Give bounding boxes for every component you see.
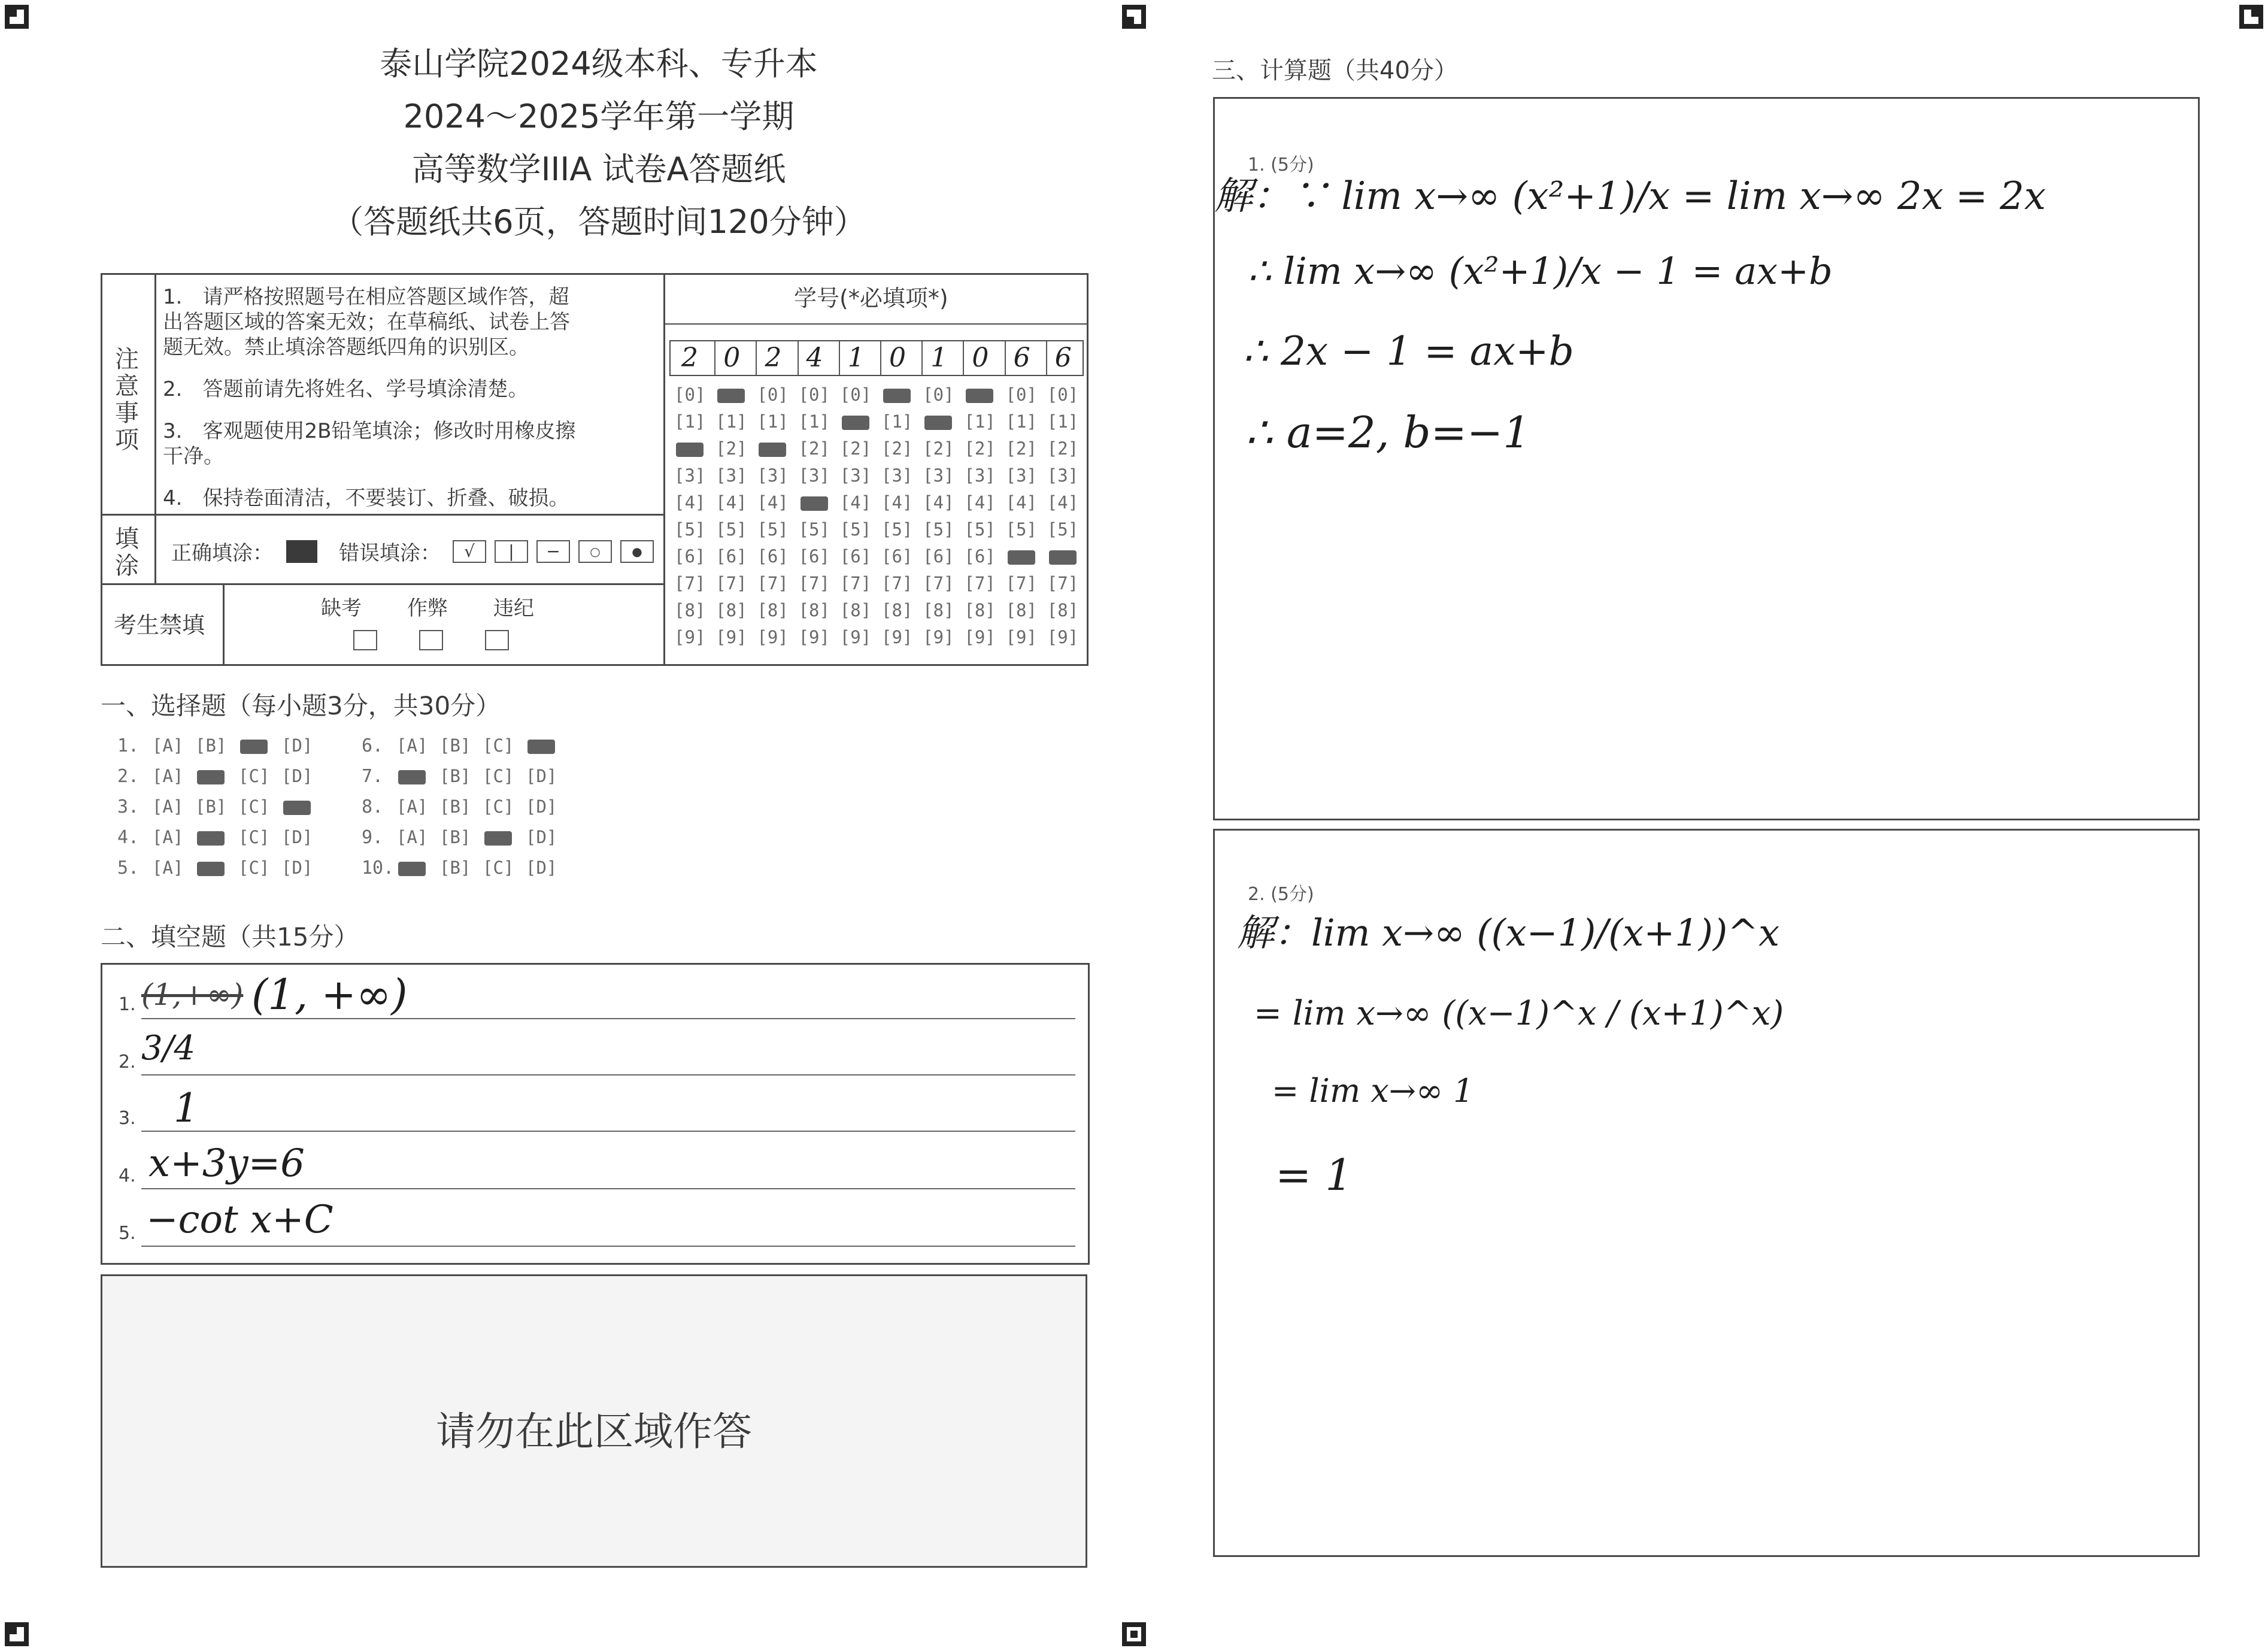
- mc-question-number: 6.: [362, 735, 384, 756]
- student-id-bubble[interactable]: [3]: [1047, 465, 1079, 486]
- mc-option-bubble[interactable]: [B]: [439, 735, 471, 756]
- student-id-bubble[interactable]: [3]: [839, 465, 872, 486]
- notice-item: 1. 请严格按照题号在相应答题区域作答，超: [163, 285, 569, 309]
- calc-q2-line: 解：lim x→∞ ((x−1)/(x+1))^x: [1237, 911, 1780, 955]
- student-id-bubble[interactable]: [5]: [1047, 519, 1079, 540]
- student-id-bubble[interactable]: [8]: [1047, 600, 1079, 620]
- student-id-bubble[interactable]: [4]: [757, 492, 789, 513]
- student-id-bubble[interactable]: [674, 438, 705, 459]
- divider: [101, 583, 663, 585]
- mc-option-bubble[interactable]: [B]: [195, 735, 227, 756]
- student-id-bubble[interactable]: [881, 384, 912, 405]
- student-id-bubble[interactable]: [1]: [881, 411, 913, 432]
- student-id-bubble[interactable]: [8]: [674, 600, 706, 620]
- mc-option-bubble[interactable]: [C]: [483, 796, 514, 817]
- notice-item: 出答题区域的答案无效；在草稿纸、试卷上答: [163, 310, 570, 334]
- student-id-bubble[interactable]: [4]: [964, 492, 996, 513]
- no-answer-text: 请勿在此区域作答: [436, 1408, 752, 1455]
- student-id-bubble[interactable]: [7]: [964, 573, 996, 593]
- student-id-bubble[interactable]: [3]: [757, 465, 789, 486]
- student-id-bubble[interactable]: [4]: [1047, 492, 1079, 513]
- student-id-bubble[interactable]: [0]: [839, 384, 872, 405]
- student-id-bubble[interactable]: [7]: [757, 573, 789, 593]
- student-id-bubble[interactable]: [9]: [1005, 627, 1037, 647]
- student-id-bubble[interactable]: [5]: [798, 519, 830, 540]
- mc-option-bubble[interactable]: [A]: [152, 735, 184, 756]
- mc-option-bubble[interactable]: [D]: [281, 858, 313, 878]
- mc-option-bubble[interactable]: [B]: [439, 796, 471, 817]
- mc-question-number: 5.: [117, 858, 140, 878]
- student-id-bubble[interactable]: [0]: [674, 384, 706, 405]
- mc-question-number: 1.: [117, 735, 140, 756]
- student-id-bubble[interactable]: [4]: [923, 492, 954, 513]
- divider: [154, 273, 156, 584]
- header-term: 2024～2025学年第一学期: [403, 98, 795, 135]
- student-id-bubble[interactable]: [2]: [881, 438, 913, 459]
- mc-question-number: 10.: [362, 858, 395, 878]
- student-id-bubble[interactable]: [0]: [798, 384, 830, 405]
- mc-question-number: 9.: [362, 827, 384, 848]
- mc-option-bubble[interactable]: [195, 766, 226, 786]
- mc-option-bubble[interactable]: [D]: [526, 827, 557, 847]
- mc-option-bubble[interactable]: [A]: [396, 735, 428, 756]
- banned-item-absent: 缺考: [321, 596, 362, 620]
- student-id-bubble[interactable]: [8]: [715, 600, 747, 620]
- fill-wrong-label: 错误填涂：: [339, 541, 441, 565]
- divider: [663, 323, 1088, 325]
- banned-label: 考生禁填: [114, 612, 205, 638]
- mc-option-bubble[interactable]: [A]: [152, 858, 184, 878]
- student-id-digit: 6: [1005, 341, 1038, 375]
- student-id-bubble[interactable]: [6]: [839, 546, 872, 567]
- student-id-bubble[interactable]: [0]: [923, 384, 954, 405]
- student-id-bubble[interactable]: [5]: [1005, 519, 1037, 540]
- student-id-bubble[interactable]: [3]: [1005, 465, 1037, 486]
- mc-option-bubble[interactable]: [195, 827, 226, 847]
- wrong-mark-sample: ○: [578, 540, 612, 563]
- student-id-bubble[interactable]: [4]: [881, 492, 913, 513]
- mc-question-number: 8.: [362, 796, 384, 817]
- wrong-mark-sample: √: [453, 540, 486, 563]
- student-id-digit: 2: [756, 341, 789, 375]
- fill-number: 3.: [119, 1108, 136, 1129]
- mc-option-bubble[interactable]: [B]: [195, 796, 227, 817]
- student-id-bubble[interactable]: [5]: [964, 519, 996, 540]
- calc-q1-line: 解：∵ lim x→∞ (x²+1)/x = lim x→∞ 2x = 2x: [1214, 174, 2046, 219]
- fill-line: [141, 1188, 1075, 1189]
- mc-option-bubble[interactable]: [396, 766, 427, 786]
- student-id-label: 学号(*必填项*): [794, 285, 948, 311]
- student-id-digit: 1: [921, 341, 955, 375]
- student-id-bubble[interactable]: [1047, 546, 1078, 567]
- mc-option-bubble[interactable]: [D]: [281, 827, 313, 847]
- banned-checkbox-absent[interactable]: [353, 630, 377, 650]
- wrong-mark-sample: ●: [620, 540, 654, 563]
- wrong-mark-sample: −: [536, 540, 570, 563]
- calc-q1-label: 1. (5分): [1248, 155, 1314, 175]
- student-id-bubble[interactable]: [1]: [715, 411, 747, 432]
- student-id-bubble[interactable]: [4]: [715, 492, 747, 513]
- student-id-bubble[interactable]: [5]: [674, 519, 706, 540]
- student-id-bubble[interactable]: [7]: [674, 573, 706, 593]
- student-id-bubble[interactable]: [0]: [1047, 384, 1079, 405]
- student-id-bubble[interactable]: [7]: [881, 573, 913, 593]
- mc-option-bubble[interactable]: [C]: [238, 827, 270, 847]
- fill-answer: (1, +∞): [251, 970, 408, 1019]
- mc-question-number: 2.: [117, 766, 140, 787]
- mc-option-bubble[interactable]: [281, 796, 313, 817]
- student-id-bubble[interactable]: [5]: [757, 519, 789, 540]
- fill-line: [141, 1246, 1075, 1247]
- student-id-bubble[interactable]: [9]: [715, 627, 747, 647]
- student-id-bubble[interactable]: [9]: [757, 627, 789, 647]
- registration-mark-bottom-center: [1122, 1622, 1146, 1646]
- mc-option-bubble[interactable]: [D]: [526, 766, 557, 786]
- student-id-bubble[interactable]: [6]: [674, 546, 706, 567]
- mc-section-title: 一、选择题（每小题3分，共30分）: [101, 691, 501, 720]
- calc-q2-line: = lim x→∞ ((x−1)^x / (x+1)^x): [1254, 994, 1784, 1033]
- student-id-bubble[interactable]: [3]: [798, 465, 830, 486]
- student-id-bubble[interactable]: [9]: [839, 627, 872, 647]
- fill-section-title: 二、填空题（共15分）: [101, 922, 359, 952]
- mc-option-bubble[interactable]: [D]: [526, 858, 557, 878]
- mc-option-bubble[interactable]: [A]: [152, 766, 184, 786]
- student-id-bubble[interactable]: [7]: [1047, 573, 1079, 593]
- mc-question-number: 4.: [117, 827, 140, 848]
- student-id-bubble[interactable]: [1006, 546, 1037, 567]
- calc-section-title: 三、计算题（共40分）: [1212, 57, 1458, 84]
- student-id-bubble[interactable]: [7]: [923, 573, 954, 593]
- student-id-bubble[interactable]: [5]: [923, 519, 954, 540]
- student-id-bubble[interactable]: [9]: [964, 627, 996, 647]
- divider: [223, 583, 225, 666]
- student-id-bubble[interactable]: [8]: [757, 600, 789, 620]
- mc-option-bubble[interactable]: [396, 858, 427, 878]
- student-id-bubble[interactable]: [9]: [923, 627, 954, 647]
- mc-option-bubble[interactable]: [A]: [396, 827, 428, 847]
- calc-q1-line: ∴ lim x→∞ (x²+1)/x − 1 = ax+b: [1248, 249, 1833, 293]
- student-id-bubble[interactable]: [8]: [798, 600, 830, 620]
- student-id-bubble[interactable]: [3]: [923, 465, 954, 486]
- mc-question-number: 7.: [362, 766, 384, 787]
- header-instructions: （答题纸共6页，答题时间120分钟）: [331, 203, 866, 241]
- header-subject: 高等数学IIIA 试卷A答题纸: [411, 150, 786, 188]
- mc-option-bubble[interactable]: [A]: [152, 796, 184, 817]
- fill-answer: −cot x+C: [146, 1198, 333, 1242]
- student-id-bubble[interactable]: [0]: [1005, 384, 1037, 405]
- student-id-bubble[interactable]: [799, 492, 830, 513]
- mc-option-bubble[interactable]: [C]: [238, 766, 270, 786]
- registration-mark-bottom-left: [5, 1622, 29, 1646]
- fill-answer: 1: [174, 1085, 199, 1131]
- registration-mark-top-right: [2239, 5, 2263, 29]
- fill-number: 4.: [119, 1165, 136, 1186]
- registration-mark-top-left: [5, 5, 29, 29]
- student-id-bubble[interactable]: [6]: [881, 546, 913, 567]
- mc-option-bubble[interactable]: [D]: [281, 766, 313, 786]
- mc-option-bubble[interactable]: [C]: [483, 735, 514, 756]
- banned-item-cheat: 作弊: [407, 596, 448, 620]
- student-id-digit: 0: [880, 341, 914, 375]
- divider: [101, 514, 663, 516]
- student-id-bubble[interactable]: [3]: [881, 465, 913, 486]
- calc-q1-line: ∴ a=2, b=−1: [1245, 407, 1531, 458]
- student-id-bubble[interactable]: [1]: [757, 411, 789, 432]
- fill-line: [141, 1074, 1075, 1076]
- notice-item: 3. 客观题使用2B铅笔填涂；修改时用橡皮擦: [163, 419, 576, 443]
- student-id-bubble[interactable]: [0]: [757, 384, 789, 405]
- student-id-bubble[interactable]: [1]: [798, 411, 830, 432]
- fill-correct-label: 正确填涂：: [171, 541, 273, 565]
- mc-option-bubble[interactable]: [B]: [439, 858, 471, 878]
- notice-item: 2. 答题前请先将姓名、学号填涂清楚。: [163, 377, 529, 401]
- student-id-bubble[interactable]: [5]: [881, 519, 913, 540]
- fill-number: 1.: [119, 994, 136, 1015]
- fill-answer: x+3y=6: [148, 1141, 305, 1186]
- fill-label: 填涂: [115, 525, 139, 580]
- student-id-bubble[interactable]: [2]: [923, 438, 954, 459]
- mc-option-bubble[interactable]: [C]: [238, 858, 270, 878]
- student-id-bubble[interactable]: [5]: [715, 519, 747, 540]
- student-id-bubble[interactable]: [840, 411, 871, 432]
- student-id-bubble[interactable]: [6]: [923, 546, 954, 567]
- student-id-bubble[interactable]: [5]: [839, 519, 872, 540]
- student-id-bubble[interactable]: [6]: [757, 546, 789, 567]
- student-id-bubble[interactable]: [2]: [1005, 438, 1037, 459]
- mc-option-bubble[interactable]: [C]: [483, 766, 514, 786]
- student-id-bubble[interactable]: [7]: [839, 573, 872, 593]
- mc-question-number: 3.: [117, 796, 140, 817]
- student-id-bubble[interactable]: [4]: [839, 492, 872, 513]
- student-id-bubble[interactable]: [715, 384, 747, 405]
- mc-option-bubble[interactable]: [C]: [238, 796, 270, 817]
- fill-answer: 3/4: [141, 1029, 196, 1068]
- banned-item-violation: 违纪: [493, 596, 534, 620]
- student-id-bubble[interactable]: [6]: [964, 546, 996, 567]
- student-id-bubble[interactable]: [9]: [798, 627, 830, 647]
- student-id-bubble[interactable]: [2]: [839, 438, 872, 459]
- notice-item: 题无效。禁止填涂答题纸四角的识别区。: [163, 335, 529, 359]
- fill-number: 2.: [119, 1052, 136, 1073]
- notice-item: 4. 保持卷面清洁，不要装订、折叠、破损。: [163, 486, 569, 510]
- mc-option-bubble[interactable]: [D]: [281, 735, 313, 756]
- student-id-digit: 6: [1046, 341, 1080, 375]
- student-id-bubble[interactable]: [923, 411, 954, 432]
- student-id-bubble[interactable]: [7]: [715, 573, 747, 593]
- mc-option-bubble[interactable]: [195, 858, 226, 878]
- mc-option-bubble[interactable]: [C]: [483, 858, 514, 878]
- student-id-bubble[interactable]: [4]: [1005, 492, 1037, 513]
- calc-q1-line: ∴ 2x − 1 = ax+b: [1243, 328, 1574, 374]
- student-id-bubble[interactable]: [1]: [964, 411, 996, 432]
- student-id-bubble[interactable]: [8]: [964, 600, 996, 620]
- student-id-bubble[interactable]: [9]: [674, 627, 706, 647]
- student-id-bubble[interactable]: [1]: [1047, 411, 1079, 432]
- student-id-bubble[interactable]: [757, 438, 788, 459]
- fill-line: [141, 1018, 1075, 1019]
- banned-checkbox-violation[interactable]: [485, 630, 509, 650]
- student-id-bubble[interactable]: [8]: [881, 600, 913, 620]
- divider: [663, 273, 665, 666]
- student-id-bubble[interactable]: [8]: [1005, 600, 1037, 620]
- student-id-bubble[interactable]: [6]: [715, 546, 747, 567]
- student-id-bubble[interactable]: [3]: [674, 465, 706, 486]
- banned-checkbox-cheat[interactable]: [419, 630, 443, 650]
- wrong-mark-sample: |: [495, 540, 528, 563]
- calc-q2-label: 2. (5分): [1248, 884, 1314, 905]
- student-id-bubble[interactable]: [8]: [923, 600, 954, 620]
- student-id-bubble[interactable]: [7]: [1005, 573, 1037, 593]
- student-id-digit: 1: [839, 341, 872, 375]
- student-id-bubble[interactable]: [2]: [964, 438, 996, 459]
- student-id-bubble[interactable]: [6]: [798, 546, 830, 567]
- no-answer-region: [101, 1274, 1087, 1568]
- student-id-bubble[interactable]: [2]: [715, 438, 747, 459]
- notice-item: 干净。: [163, 444, 224, 468]
- student-id-bubble[interactable]: [964, 384, 995, 405]
- calc-q2-line: = lim x→∞ 1: [1272, 1072, 1474, 1110]
- fill-answer-struck: (1,+∞): [141, 977, 244, 1012]
- mc-option-bubble[interactable]: [D]: [526, 796, 557, 817]
- student-id-digit: 0: [963, 341, 996, 375]
- registration-mark-top-center: [1122, 5, 1146, 29]
- student-id-bubble[interactable]: [1]: [1005, 411, 1037, 432]
- header-school: 泰山学院2024级本科、专升本: [380, 45, 818, 83]
- mc-option-bubble[interactable]: [238, 735, 269, 756]
- mc-option-bubble[interactable]: [A]: [152, 827, 184, 847]
- fill-line: [141, 1131, 1075, 1132]
- mc-option-bubble[interactable]: [A]: [396, 796, 428, 817]
- notice-label: 注意事项: [115, 346, 139, 454]
- fill-correct-sample: [286, 540, 317, 563]
- calc-q2-line: = 1: [1275, 1150, 1353, 1200]
- student-id-bubble[interactable]: [4]: [674, 492, 706, 513]
- student-id-digit: 4: [798, 341, 831, 375]
- student-id-bubble[interactable]: [2]: [1047, 438, 1079, 459]
- student-id-digit: 2: [681, 343, 698, 373]
- mc-option-bubble[interactable]: [B]: [439, 766, 471, 786]
- student-id-digit: 0: [714, 341, 748, 375]
- student-id-bubble[interactable]: [9]: [1047, 627, 1079, 647]
- mc-option-bubble[interactable]: [483, 827, 514, 847]
- student-id-bubble[interactable]: [9]: [881, 627, 913, 647]
- student-id-bubble[interactable]: [8]: [839, 600, 872, 620]
- student-id-bubble[interactable]: [3]: [964, 465, 996, 486]
- student-id-bubble[interactable]: [1]: [674, 411, 706, 432]
- student-id-bubble[interactable]: [3]: [715, 465, 747, 486]
- mc-option-bubble[interactable]: [B]: [439, 827, 471, 847]
- student-id-bubble[interactable]: [2]: [798, 438, 830, 459]
- mc-option-bubble[interactable]: [526, 735, 557, 756]
- student-id-bubble[interactable]: [7]: [798, 573, 830, 593]
- fill-number: 5.: [119, 1223, 136, 1244]
